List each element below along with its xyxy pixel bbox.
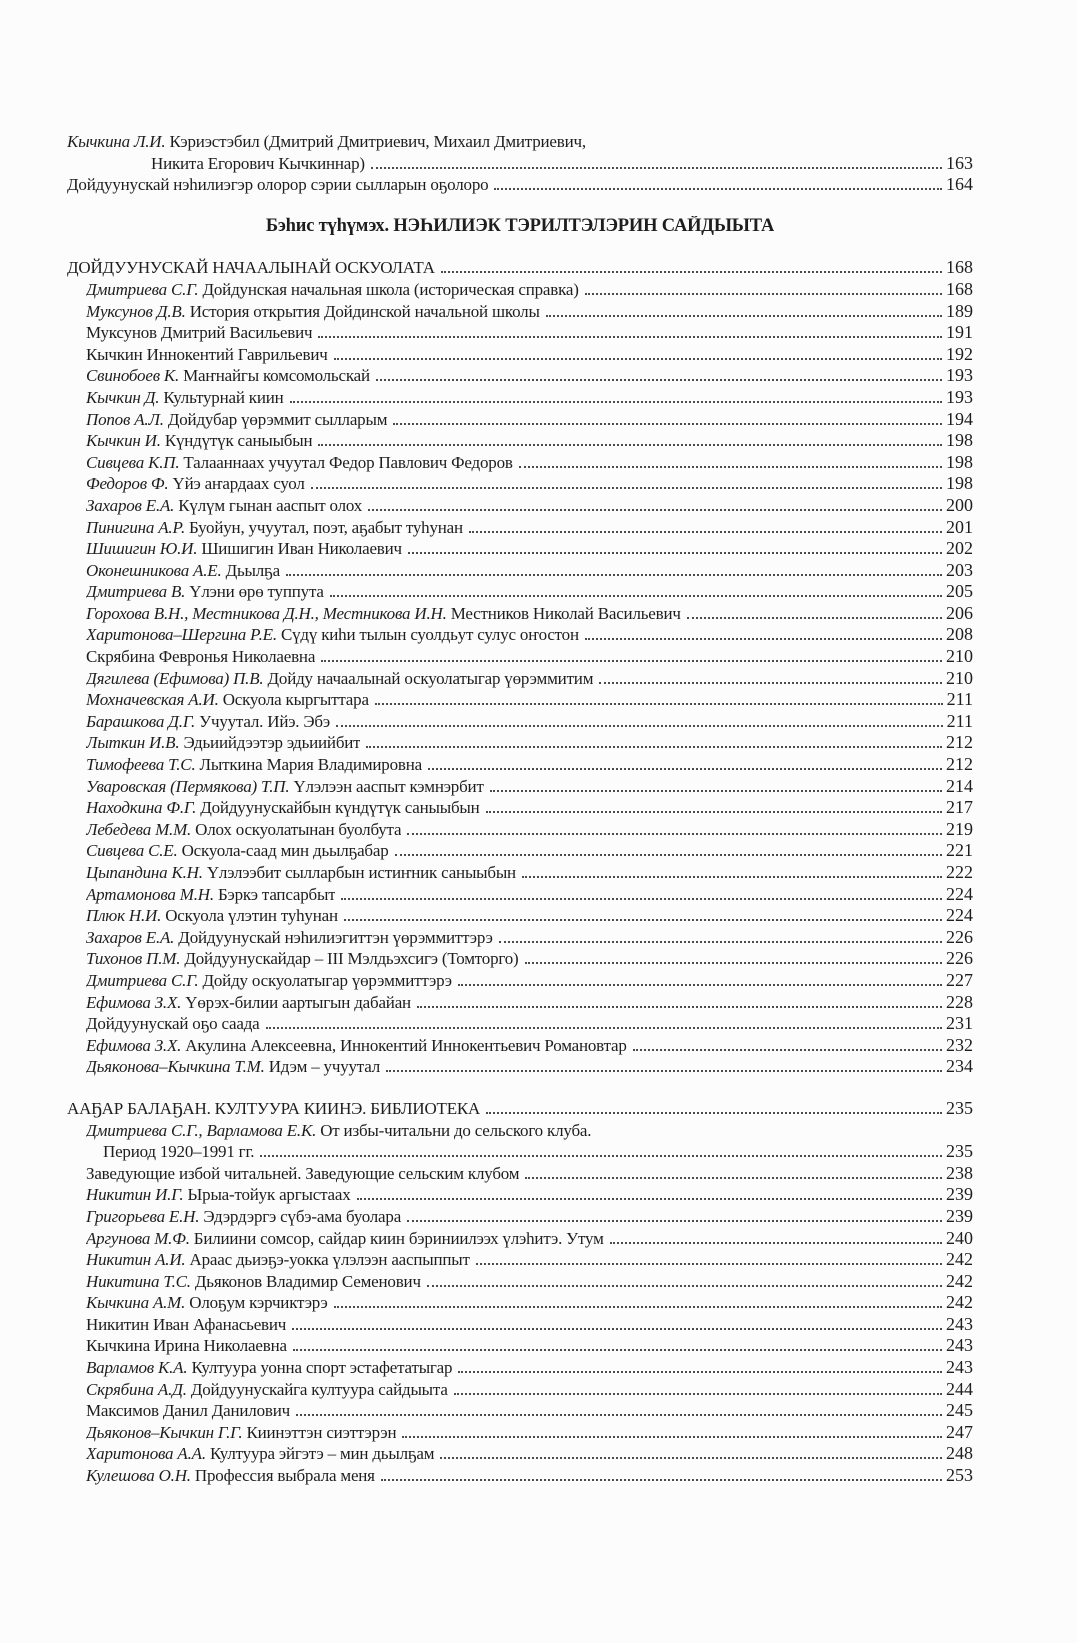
entry-author: Дьяконова–Кычкина Т.М. xyxy=(86,1057,269,1077)
page-number: 238 xyxy=(946,1162,973,1183)
entry-text: Федоров Ф. Үйэ аҥардаах суол xyxy=(86,474,305,494)
page-number: 211 xyxy=(946,710,973,731)
dot-leader xyxy=(341,897,942,900)
toc-entry xyxy=(67,992,973,1014)
dot-leader xyxy=(366,745,942,748)
entry-text: Дмитриева С.Г. Дойдунская начальная школа (историческая справка) xyxy=(86,279,579,299)
entry-text: Кулешова О.Н. Профессия выбрала меня xyxy=(86,1466,375,1486)
toc-entry xyxy=(67,646,973,668)
page-number: 208 xyxy=(946,624,973,645)
dot-leader xyxy=(393,422,942,425)
entry-text: Лыткин И.В. Эдьиийдээтэр эдьиийбит xyxy=(86,733,361,753)
entry-text: Дойдуунускай оҕо саада xyxy=(86,1014,260,1034)
toc-entry xyxy=(67,1422,973,1444)
page-number: 212 xyxy=(946,732,973,753)
toc-entry xyxy=(67,495,973,517)
entry-author: Варламов К.А. xyxy=(86,1358,192,1378)
toc-entry xyxy=(67,1228,973,1250)
dot-leader xyxy=(427,1284,942,1287)
entry-author: Сивцева К.П. xyxy=(86,452,184,472)
page-number: 222 xyxy=(946,862,973,882)
page-number: 194 xyxy=(946,408,973,429)
entry-text: Кычкин И. Күндүтүк саныыбын xyxy=(86,431,313,451)
page-number: 224 xyxy=(946,883,973,904)
page-number: 198 xyxy=(946,451,973,472)
entry-author: Сивцева С.Е. xyxy=(86,841,182,861)
toc-entry xyxy=(67,862,973,884)
page-number: 247 xyxy=(946,1421,973,1442)
entry-author: Кычкина Л.И. xyxy=(67,132,170,151)
toc-entry xyxy=(67,624,973,646)
entry-text: Заведующие избой читальней. Заведующие сельским клубом xyxy=(86,1163,520,1183)
dot-leader xyxy=(546,314,942,317)
dot-leader xyxy=(336,724,943,727)
dot-leader xyxy=(458,1370,942,1373)
entry-text: Бэһис түһүмэх. НЭҺИЛИЭК ТЭРИЛТЭЛЭРИН САЙДЫЫТА xyxy=(265,215,775,236)
page-number: 217 xyxy=(946,797,973,818)
entry-text: Дойдуунускай нэһилиэгэр олорор сэрии сылларын оҕолоро xyxy=(67,175,489,195)
dot-leader xyxy=(376,378,942,381)
toc-entry xyxy=(67,819,973,841)
page-number: 219 xyxy=(946,818,973,839)
toc-entry xyxy=(67,970,973,992)
entry-text: Горохова В.Н., Местникова Д.Н., Местникова И.Н. Местников Николай Васильевич xyxy=(86,603,681,623)
entry-text: Никитин И.Г. Ырыа-тойук аргыстаах xyxy=(86,1185,351,1205)
dot-leader xyxy=(525,1176,942,1179)
entry-text: Дьяконова–Кычкина Т.М. Идэм – учуутал xyxy=(86,1057,381,1077)
dot-leader xyxy=(381,1478,942,1481)
toc-entry xyxy=(67,603,973,625)
entry-author: Шишигин Ю.И. xyxy=(86,539,202,559)
entry-author: Дмитриева В. xyxy=(86,582,190,602)
toc-entry xyxy=(67,131,973,153)
page-number: 242 xyxy=(946,1270,973,1291)
toc-entry xyxy=(67,560,973,582)
entry-author: Пинигина А.Р. xyxy=(86,517,190,537)
dot-leader xyxy=(318,335,942,338)
toc-entry xyxy=(67,1184,973,1206)
entry-text: Шишигин Ю.И. Шишигин Иван Николаевич xyxy=(86,539,402,559)
page-number: 245 xyxy=(946,1400,973,1421)
entry-text: Ефимова З.Х. Акулина Алексеевна, Иннокентий Иннокентьевич Романовтар xyxy=(86,1035,627,1055)
toc-entry xyxy=(67,732,973,754)
page-number: 168 xyxy=(946,278,973,299)
entry-author: Попов А.Л. xyxy=(86,409,168,429)
entry-text: Захаров Е.А. Дойдуунускай нэһилиэгиттэн үөрэммиттэрэ xyxy=(86,927,493,947)
entry-text: Никитин Иван Афанасьевич xyxy=(86,1314,287,1334)
page-number: 243 xyxy=(946,1357,973,1378)
dot-leader xyxy=(296,1413,942,1416)
entry-author: Никитин А.И. xyxy=(86,1250,190,1270)
dot-leader xyxy=(585,637,942,640)
dot-leader xyxy=(290,400,942,403)
entry-text: Тихонов П.М. Дойдуунускайдар – III Мэлдьэхсигэ (Томторго) xyxy=(86,949,519,969)
toc-entry xyxy=(67,387,973,409)
page-number: 189 xyxy=(946,300,973,321)
toc-entry xyxy=(67,1249,973,1271)
page-number: 242 xyxy=(946,1292,973,1313)
page-number: 192 xyxy=(946,343,973,364)
page-number: 227 xyxy=(946,969,973,990)
page-number: 200 xyxy=(946,494,973,515)
page-number: 224 xyxy=(946,905,973,926)
page-number: 193 xyxy=(946,365,973,386)
toc-entry xyxy=(67,1163,973,1185)
dot-leader xyxy=(486,810,942,813)
page-number: 253 xyxy=(946,1465,973,1486)
entry-text: Сивцева С.Е. Оскуола-саад мин дьылҕабар xyxy=(86,841,389,861)
entry-text: Уваровская (Пермякова) Т.П. Үлэлээн ааспыт кэмнэрбит xyxy=(86,776,484,796)
entry-text: Дмитриева В. Үлэни өрө туппута xyxy=(86,582,324,602)
entry-text: Плюк Н.И. Оскуола үлэтин туһунан xyxy=(86,906,338,926)
entry-author: Дмитриева С.Г. xyxy=(86,279,203,299)
dot-leader xyxy=(585,292,942,295)
page-number: 242 xyxy=(946,1249,973,1270)
dot-leader xyxy=(458,983,942,986)
entry-author: Федоров Ф. xyxy=(86,474,173,494)
entry-author: Мохначевская А.И. xyxy=(86,690,223,710)
toc-entry xyxy=(67,1056,973,1078)
entry-author: Харитонова А.А. xyxy=(86,1444,210,1464)
toc-entry xyxy=(67,409,973,431)
entry-text: Находкина Ф.Г. Дойдуунускайбын күндүтүк саныыбын xyxy=(86,798,480,818)
entry-author: Ефимова З.Х. xyxy=(86,1035,186,1055)
toc-entry xyxy=(67,1443,973,1465)
dot-leader xyxy=(318,443,942,446)
toc-entry xyxy=(67,948,973,970)
entry-text: Оконешникова А.Е. Дьылҕа xyxy=(86,560,280,580)
entry-text: Максимов Данил Данилович xyxy=(86,1401,290,1421)
dot-leader xyxy=(610,1241,942,1244)
page-number: 205 xyxy=(946,581,973,602)
entry-author: Никитина Т.С. xyxy=(86,1271,195,1291)
dot-leader xyxy=(633,1048,942,1051)
toc-entry xyxy=(67,884,973,906)
dot-leader xyxy=(334,357,942,360)
entry-author: Тимофеева Т.С. xyxy=(86,755,200,775)
page-number: 221 xyxy=(946,840,973,861)
page-number: 243 xyxy=(946,1313,973,1334)
entry-author: Цыпандина К.Н. xyxy=(86,863,207,882)
entry-author: Тихонов П.М. xyxy=(86,949,185,969)
dot-leader xyxy=(266,1026,942,1029)
entry-text: Цыпандина К.Н. Үлэлээбит сылларбын истиҥник саныыбын xyxy=(86,863,516,882)
entry-author: Кычкин Д. xyxy=(86,387,164,407)
page-number: 226 xyxy=(946,926,973,947)
entry-author: Оконешникова А.Е. xyxy=(86,560,226,580)
dot-leader xyxy=(687,616,942,619)
page-number: 240 xyxy=(946,1227,973,1248)
page-number: 198 xyxy=(946,430,973,451)
entry-author: Аргунова М.Ф. xyxy=(86,1228,194,1248)
page-number: 232 xyxy=(946,1034,973,1055)
toc-entry xyxy=(67,1465,973,1487)
dot-leader xyxy=(454,1392,942,1395)
entry-author: Уваровская (Пермякова) Т.П. xyxy=(86,776,294,796)
dot-leader xyxy=(440,1456,942,1459)
toc-entry xyxy=(67,689,973,711)
entry-text: ААҔАР БАЛАҔАН. КУЛТУУРА КИИНЭ. БИБЛИОТЕКА xyxy=(67,1098,481,1118)
dot-leader xyxy=(357,1197,943,1200)
page-number: 202 xyxy=(946,538,973,559)
dot-leader xyxy=(522,875,942,878)
page-number: 212 xyxy=(946,754,973,775)
toc-entry xyxy=(67,711,973,733)
entry-author: Ефимова З.Х. xyxy=(86,992,186,1012)
entry-text: Барашкова Д.Г. Учуутал. Ийэ. Эбэ xyxy=(86,711,330,731)
entry-text: Артамонова М.Н. Бэркэ тапсарбыт xyxy=(86,884,336,904)
entry-author: Захаров Е.А. xyxy=(86,495,179,515)
toc-entry xyxy=(67,1271,973,1293)
toc-entry xyxy=(67,1379,973,1401)
page-number: 231 xyxy=(946,1013,973,1034)
page-number: 210 xyxy=(946,646,973,667)
page-number: 198 xyxy=(946,473,973,494)
entry-author: Артамонова М.Н. xyxy=(86,884,218,904)
dot-leader xyxy=(599,681,942,684)
entry-text: Муксунов Д.В. История открытия Дойдинской начальной школы xyxy=(86,301,540,321)
entry-text: Кычкин Иннокентий Гаврильевич xyxy=(86,344,328,364)
page-number: 235 xyxy=(946,1097,973,1118)
section-heading xyxy=(67,257,973,279)
toc-entry xyxy=(67,452,973,474)
entry-text: Кычкина Л.И. Кэриэстэбил (Дмитрий Дмитриевич, Михаил Дмитриевич, xyxy=(67,132,586,151)
entry-text: Кычкин Д. Культурнай киин xyxy=(86,387,284,407)
dot-leader xyxy=(286,573,942,576)
entry-text: Муксунов Дмитрий Васильевич xyxy=(86,323,313,343)
entry-text: Харитонова–Шергина Р.Е. Сүдү киһи тылын суолдьут сулус оҥостон xyxy=(86,625,579,645)
dot-leader xyxy=(408,551,942,554)
page-number: 206 xyxy=(946,602,973,623)
entry-text: Период 1920–1991 гг. xyxy=(103,1142,255,1162)
toc-list xyxy=(67,131,973,1487)
dot-leader xyxy=(321,659,942,662)
entry-text: Григорьева Е.Н. Эдэрдэргэ сүбэ-ама буолара xyxy=(86,1206,402,1226)
toc-entry xyxy=(67,1035,973,1057)
toc-entry xyxy=(67,1013,973,1035)
dot-leader xyxy=(292,1327,942,1330)
page-number: 211 xyxy=(946,689,973,710)
toc-entry xyxy=(67,279,973,301)
entry-text: Захаров Е.А. Күлүм гынан ааспыт олох xyxy=(86,495,363,515)
toc-entry xyxy=(67,1400,973,1422)
page-number: 203 xyxy=(946,559,973,580)
page-number: 243 xyxy=(946,1335,973,1356)
entry-text: Сивцева К.П. Талааннаах учуутал Федор Павлович Федоров xyxy=(86,452,513,472)
entry-author: Лебедева М.М. xyxy=(86,819,196,839)
entry-text: Аргунова М.Ф. Билиини сомсор, сайдар киин бэриниилээх үлэһитэ. Утум xyxy=(86,1228,604,1248)
toc-entry xyxy=(67,1357,973,1379)
toc-entry xyxy=(67,517,973,539)
toc-entry xyxy=(67,1206,973,1228)
entry-author: Захаров Е.А. xyxy=(86,927,179,947)
page-number: 191 xyxy=(946,322,973,343)
toc-entry xyxy=(67,430,973,452)
entry-author: Кычкин И. xyxy=(86,431,165,451)
dot-leader xyxy=(417,1005,942,1008)
entry-author: Находкина Ф.Г. xyxy=(86,798,201,818)
toc-entry xyxy=(67,301,973,323)
dot-leader xyxy=(407,1219,942,1222)
page-number: 239 xyxy=(946,1184,973,1205)
dot-leader xyxy=(519,465,942,468)
entry-text: Дмитриева С.Г. Дойду оскуолатыгар үөрэммиттэрэ xyxy=(86,970,452,990)
entry-author: Барашкова Д.Г. xyxy=(86,711,200,731)
dot-leader xyxy=(402,1435,942,1438)
page-number: 168 xyxy=(946,257,973,278)
entry-author: Кулешова О.Н. xyxy=(86,1466,195,1486)
entry-text: Ефимова З.Х. Үөрэх-билии аартыгын дабайан xyxy=(86,992,411,1012)
entry-text: Кычкина Ирина Николаевна xyxy=(86,1336,287,1356)
dot-leader xyxy=(490,789,942,792)
dot-leader xyxy=(428,767,942,770)
page-number: 201 xyxy=(946,516,973,537)
entry-author: Скрябина А.Д. xyxy=(86,1379,191,1399)
page-number: 226 xyxy=(946,948,973,969)
entry-author: Дмитриева С.Г. xyxy=(86,970,203,990)
entry-text: Никитина Т.С. Дьяконов Владимир Семенович xyxy=(86,1271,421,1291)
entry-text: Харитонова А.А. Култуура эйгэтэ – мин дьылҕам xyxy=(86,1444,435,1464)
dot-leader xyxy=(375,702,943,705)
toc-entry xyxy=(67,1314,973,1336)
entry-text: Никитин А.И. Араас дьиэҕэ-уокка үлэлээн ааспыппыт xyxy=(86,1250,470,1270)
dot-leader xyxy=(293,1348,942,1351)
dot-leader xyxy=(344,918,942,921)
dot-leader xyxy=(311,486,942,489)
entry-text: Дмитриева С.Г., Варламова Е.К. От избы-читальни до сельского клуба. xyxy=(86,1120,592,1140)
page-number: 248 xyxy=(946,1443,973,1464)
entry-text: Дьяконов–Кычкин Г.Г. Киинэттэн сиэттэрэн xyxy=(86,1422,397,1442)
toc-entry xyxy=(67,1141,973,1163)
entry-author: Никитин И.Г. xyxy=(86,1185,188,1205)
page-number: 228 xyxy=(946,991,973,1012)
dot-leader xyxy=(386,1069,942,1072)
toc-entry xyxy=(67,840,973,862)
entry-author: Плюк Н.И. xyxy=(86,906,166,926)
toc-entry xyxy=(67,668,973,690)
entry-text: Мохначевская А.И. Оскуола кыргыттара xyxy=(86,690,369,710)
dot-leader xyxy=(441,270,942,273)
entry-author: Горохова В.Н., Местникова Д.Н., Местникова И.Н. xyxy=(86,603,451,623)
dot-leader xyxy=(476,1262,942,1265)
entry-text: Кычкина А.М. Олоҕум кэрчиктэрэ xyxy=(86,1293,328,1313)
page-number: 234 xyxy=(946,1056,973,1077)
entry-author: Дягилева (Ефимова) П.В. xyxy=(86,668,268,688)
page-number: 235 xyxy=(946,1141,973,1162)
toc-entry xyxy=(67,776,973,798)
toc-entry xyxy=(67,153,973,175)
toc-entry xyxy=(67,581,973,603)
toc-entry xyxy=(67,797,973,819)
dot-leader xyxy=(407,832,942,835)
entry-author: Кычкина А.М. xyxy=(86,1293,190,1313)
toc-entry xyxy=(67,322,973,344)
entry-text: Лебедева М.М. Олох оскуолатынан буолбута xyxy=(86,819,402,839)
page-number: 239 xyxy=(946,1205,973,1226)
page-number: 244 xyxy=(946,1378,973,1399)
toc-entry xyxy=(67,1335,973,1357)
dot-leader xyxy=(371,166,942,169)
toc-entry xyxy=(67,473,973,495)
toc-entry xyxy=(67,174,973,196)
dot-leader xyxy=(330,594,942,597)
toc-entry xyxy=(67,754,973,776)
part-heading xyxy=(67,216,973,238)
entry-author: Дмитриева С.Г., Варламова Е.К. xyxy=(86,1120,321,1140)
page-number: 193 xyxy=(946,386,973,407)
entry-text: Попов А.Л. Дойдубар үөрэммит сылларым xyxy=(86,409,388,429)
toc-entry xyxy=(67,344,973,366)
entry-text: Дягилева (Ефимова) П.В. Дойду начаалынай оскуолатыгар үөрэммитим xyxy=(86,668,594,688)
entry-text: Варламов К.А. Култуура уонна спорт эстафетатыгар xyxy=(86,1358,453,1378)
toc-entry xyxy=(67,538,973,560)
entry-text: Пинигина А.Р. Буойун, учуутал, поэт, аҕабыт туһунан xyxy=(86,517,463,537)
toc-entry xyxy=(67,905,973,927)
entry-author: Григорьева Е.Н. xyxy=(86,1206,204,1226)
dot-leader xyxy=(499,940,942,943)
section-heading xyxy=(67,1098,973,1120)
entry-author: Лыткин И.В. xyxy=(86,733,184,753)
entry-text: Скрябина А.Д. Дойдуунускайга култуура сайдыыта xyxy=(86,1379,448,1399)
entry-text: ДОЙДУУНУСКАЙ НАЧААЛЫНАЙ ОСКУОЛАТА xyxy=(67,258,435,278)
entry-text: Тимофеева Т.С. Лыткина Мария Владимировна xyxy=(86,755,422,775)
dot-leader xyxy=(469,530,942,533)
dot-leader xyxy=(494,187,942,190)
entry-author: Свинобоев К. xyxy=(86,366,184,386)
toc-entry xyxy=(67,1292,973,1314)
dot-leader xyxy=(368,508,942,511)
page-number: 164 xyxy=(946,174,973,195)
page-number: 214 xyxy=(946,775,973,796)
dot-leader xyxy=(395,853,942,856)
entry-author: Муксунов Д.В. xyxy=(86,301,190,321)
toc-entry xyxy=(67,1120,973,1142)
entry-text: Никита Егорович Кычкиннар) xyxy=(151,153,365,173)
dot-leader xyxy=(334,1305,942,1308)
page-number: 163 xyxy=(946,152,973,173)
entry-author: Дьяконов–Кычкин Г.Г. xyxy=(86,1422,247,1442)
dot-leader xyxy=(525,961,943,964)
entry-text: Свинобоев К. Маҥнайгы комсомольскай xyxy=(86,366,370,386)
toc-entry xyxy=(67,927,973,949)
entry-text: Скрябина Февронья Николаевна xyxy=(86,647,316,667)
dot-leader xyxy=(486,1111,942,1114)
entry-author: Харитонова–Шергина Р.Е. xyxy=(86,625,281,645)
toc-entry xyxy=(67,365,973,387)
dot-leader xyxy=(260,1154,942,1157)
page-number: 210 xyxy=(946,667,973,688)
